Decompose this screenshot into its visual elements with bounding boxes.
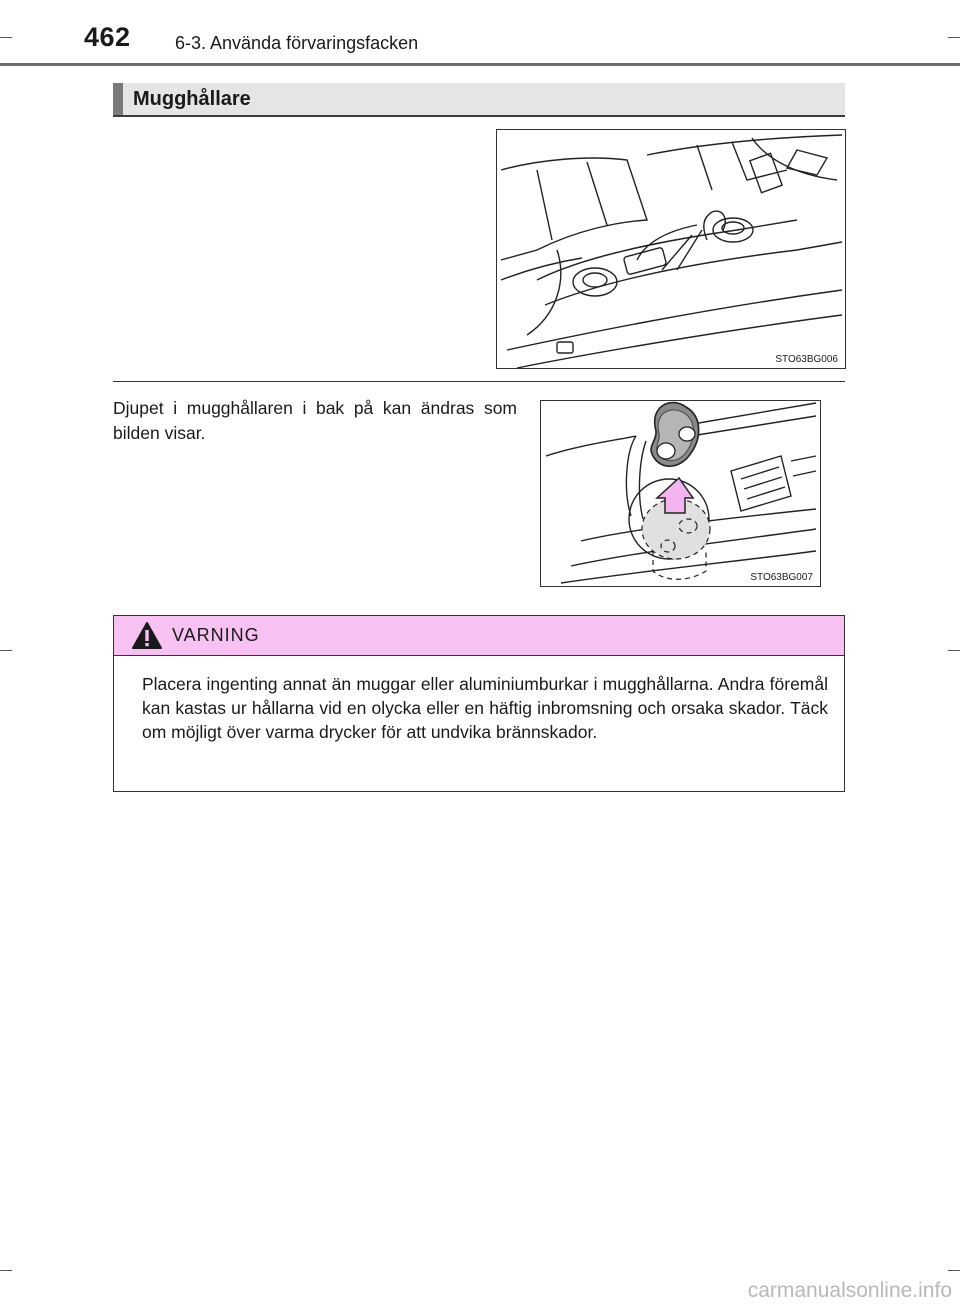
warning-triangle-icon bbox=[131, 621, 163, 650]
warning-header bbox=[114, 616, 844, 656]
console-illustration bbox=[497, 130, 845, 368]
body-paragraph: Djupet i mugghållaren i bak på kan ändras som bilden visar. bbox=[113, 398, 517, 443]
figure-cup-holder-insert bbox=[540, 400, 821, 587]
figure-code: STO63BG006 bbox=[775, 354, 838, 365]
crop-mark bbox=[948, 1270, 960, 1271]
section-divider bbox=[113, 381, 845, 382]
watermark: carmanualsonline.info bbox=[747, 1279, 952, 1302]
section-heading-bar bbox=[113, 83, 123, 115]
crop-mark bbox=[0, 37, 12, 38]
warning-body bbox=[114, 656, 844, 744]
warning-box bbox=[113, 615, 845, 792]
warning-text: Placera ingenting annat än muggar eller aluminiumburkar i mugghållarna. Andra föremål kan kastas ur hållarna vid en olycka eller en häftig inbromsning och orsaka skador. Täck om möjligt över varma drycker för att undvika brännskador. bbox=[142, 674, 828, 742]
figure-console bbox=[496, 129, 846, 369]
crop-mark bbox=[0, 650, 12, 651]
chapter-title: 6-3. Använda förvaringsfacken bbox=[175, 33, 419, 53]
crop-mark bbox=[948, 650, 960, 651]
warning-title: VARNING bbox=[172, 625, 260, 645]
section-heading bbox=[113, 83, 845, 117]
crop-mark bbox=[0, 1270, 12, 1271]
header-rule bbox=[0, 63, 960, 66]
cup-holder-illustration bbox=[541, 401, 820, 586]
figure-code: STO63BG007 bbox=[750, 572, 813, 583]
page-number: 462 bbox=[84, 22, 131, 52]
crop-mark bbox=[948, 37, 960, 38]
section-heading-text: Mugghållare bbox=[133, 88, 251, 110]
